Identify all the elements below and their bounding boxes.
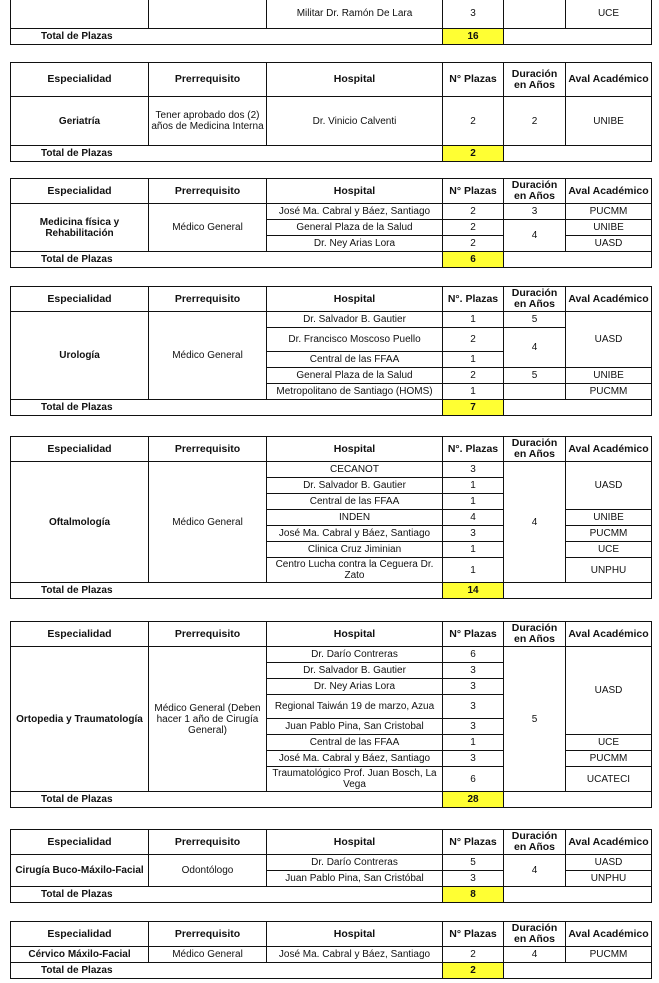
hospital-cell: Central de las FFAA [267,352,443,368]
table-oftalmologia [10,436,652,599]
plazas-cell: 2 [443,97,504,146]
header-duracion: Duración en Años [504,179,566,204]
especialidad-cell: Geriatría [11,97,149,146]
hospital-cell: Dr. Salvador B. Gautier [267,663,443,679]
aval-cell: UASD [566,855,652,871]
plazas-cell: 2 [443,220,504,236]
aval-cell: UNPHU [566,558,652,583]
duracion-cell: 4 [504,855,566,887]
aval-cell: UNPHU [566,871,652,887]
header-aval: Aval Académico [566,622,652,647]
hospital-cell: Dr. Ney Arias Lora [267,679,443,695]
hospital-cell: Dr. Salvador B. Gautier [267,478,443,494]
especialidad-cell: Ortopedia y Traumatología [11,647,149,792]
header-prerrequisito: Prerrequisito [149,622,267,647]
plazas-cell: 3 [443,0,504,28]
aval-cell: PUCMM [566,947,652,963]
header-plazas: N° Plazas [443,830,504,855]
header-hospital: Hospital [267,437,443,462]
duracion-cell: 4 [504,947,566,963]
hospital-cell: José Ma. Cabral y Báez, Santiago [267,204,443,220]
total-label: Total de Plazas [11,252,443,268]
hospital-cell: José Ma. Cabral y Báez, Santiago [267,751,443,767]
header-especialidad: Especialidad [11,437,149,462]
plazas-cell: 3 [443,719,504,735]
header-duracion: Duración en Años [504,437,566,462]
plazas-cell: 1 [443,558,504,583]
header-duracion: Duración en Años [504,287,566,312]
hospital-cell: General Plaza de la Salud [267,220,443,236]
total-label: Total de Plazas [11,887,443,903]
prerrequisito-cell: Médico General [149,947,267,963]
total-label: Total de Plazas [11,792,443,808]
total-label: Total de Plazas [11,146,443,162]
header-especialidad: Especialidad [11,287,149,312]
plazas-cell: 3 [443,751,504,767]
hospital-cell: Dr. Darío Contreras [267,855,443,871]
plazas-cell: 3 [443,526,504,542]
total-value: 2 [443,146,504,162]
total-value: 14 [443,583,504,599]
header-duracion: Duración en Años [504,63,566,97]
header-especialidad: Especialidad [11,179,149,204]
plazas-cell: 2 [443,947,504,963]
duracion-cell: 3 [504,204,566,220]
plazas-cell: 1 [443,352,504,368]
aval-cell: UNIBE [566,368,652,384]
hospital-cell: CECANOT [267,462,443,478]
cell-empty [504,887,652,903]
aval-cell: UASD [566,312,652,368]
hospital-cell: INDEN [267,510,443,526]
hospital-cell: Juan Pablo Pina, San Cristobal [267,719,443,735]
header-plazas: N° Plazas [443,622,504,647]
header-prerrequisito: Prerrequisito [149,179,267,204]
header-especialidad: Especialidad [11,63,149,97]
aval-cell: UNIBE [566,97,652,146]
total-value: 7 [443,400,504,416]
cell-empty [149,0,267,28]
table-top-fragment [10,0,652,45]
header-especialidad: Especialidad [11,922,149,947]
prerrequisito-cell: Odontólogo [149,855,267,887]
hospital-cell: Juan Pablo Pina, San Cristóbal [267,871,443,887]
plazas-cell: 3 [443,462,504,478]
plazas-cell: 1 [443,478,504,494]
header-duracion: Duración en Años [504,830,566,855]
total-label: Total de Plazas [11,963,443,979]
duracion-cell: 5 [504,312,566,328]
especialidad-cell: Cirugía Buco-Máxilo-Facial [11,855,149,887]
header-especialidad: Especialidad [11,830,149,855]
table-cervico-maxilo [10,921,652,979]
table-ortopedia [10,621,652,808]
hospital-cell: Dr. Francisco Moscoso Puello [267,328,443,352]
aval-cell: UCE [566,0,652,28]
plazas-cell: 4 [443,510,504,526]
header-plazas: N° Plazas [443,63,504,97]
prerrequisito-cell: Médico General [149,462,267,583]
duracion-cell: 5 [504,647,566,792]
plazas-cell: 6 [443,767,504,792]
hospital-cell: José Ma. Cabral y Báez, Santiago [267,947,443,963]
duracion-cell: 5 [504,368,566,384]
header-hospital: Hospital [267,830,443,855]
aval-cell: PUCMM [566,526,652,542]
header-duracion: Duración en Años [504,922,566,947]
aval-cell: PUCMM [566,204,652,220]
cell-empty [504,384,566,400]
especialidad-cell: Urología [11,312,149,400]
header-especialidad: Especialidad [11,622,149,647]
cell-empty [504,400,652,416]
especialidad-cell: Medicina física y Rehabilitación [11,204,149,252]
hospital-cell: Traumatológico Prof. Juan Bosch, La Vega [267,767,443,792]
duracion-cell: 4 [504,462,566,583]
aval-cell: UCE [566,735,652,751]
plazas-cell: 2 [443,236,504,252]
aval-cell: UNIBE [566,510,652,526]
header-aval: Aval Académico [566,922,652,947]
header-hospital: Hospital [267,622,443,647]
total-label: Total de Plazas [11,583,443,599]
table-urologia [10,286,652,416]
aval-cell: UCATECI [566,767,652,792]
plazas-cell: 3 [443,663,504,679]
total-value: 6 [443,252,504,268]
header-duracion: Duración en Años [504,622,566,647]
total-value: 2 [443,963,504,979]
table-buco-maxilo [10,829,652,903]
hospital-cell: Dr. Vinicio Calventi [267,97,443,146]
total-label: Total de Plazas [11,28,443,44]
header-prerrequisito: Prerrequisito [149,922,267,947]
total-value: 28 [443,792,504,808]
hospital-cell: Central de las FFAA [267,494,443,510]
header-plazas: N°. Plazas [443,437,504,462]
aval-cell: UASD [566,647,652,735]
plazas-cell: 2 [443,368,504,384]
cell-empty [504,0,566,28]
cell-empty [504,583,652,599]
aval-cell: UASD [566,236,652,252]
header-plazas: N° Plazas [443,179,504,204]
header-hospital: Hospital [267,179,443,204]
hospital-cell: Clinica Cruz Jiminian [267,542,443,558]
cell-empty [504,146,652,162]
header-plazas: N° Plazas [443,922,504,947]
hospital-cell: Dr. Salvador B. Gautier [267,312,443,328]
prerrequisito-cell: Médico General (Deben hacer 1 año de Cirugía General) [149,647,267,792]
plazas-cell: 1 [443,542,504,558]
hospital-cell: José Ma. Cabral y Báez, Santiago [267,526,443,542]
hospital-cell: Central de las FFAA [267,735,443,751]
header-prerrequisito: Prerrequisito [149,63,267,97]
hospital-cell: Centro Lucha contra la Ceguera Dr. Zato [267,558,443,583]
plazas-cell: 2 [443,204,504,220]
header-hospital: Hospital [267,287,443,312]
cell-empty [504,792,652,808]
prerrequisito-cell: Médico General [149,204,267,252]
total-value: 8 [443,887,504,903]
hospital-cell: Metropolitano de Santiago (HOMS) [267,384,443,400]
header-prerrequisito: Prerrequisito [149,830,267,855]
hospital-cell: Dr. Darío Contreras [267,647,443,663]
table-medicina-fisica [10,178,652,268]
header-aval: Aval Académico [566,179,652,204]
especialidad-cell: Oftalmología [11,462,149,583]
hospital-cell: General Plaza de la Salud [267,368,443,384]
table-geriatria [10,62,652,162]
header-prerrequisito: Prerrequisito [149,437,267,462]
plazas-cell: 1 [443,735,504,751]
header-plazas: N°. Plazas [443,287,504,312]
aval-cell: PUCMM [566,751,652,767]
duracion-cell: 2 [504,97,566,146]
hospital-cell: Dr. Ney Arias Lora [267,236,443,252]
total-label: Total de Plazas [11,400,443,416]
prerrequisito-cell: Tener aprobado dos (2) años de Medicina Interna [149,97,267,146]
plazas-cell: 6 [443,647,504,663]
header-aval: Aval Académico [566,437,652,462]
hospital-cell: Militar Dr. Ramón De Lara [267,0,443,28]
especialidad-cell: Cérvico Máxilo-Facial [11,947,149,963]
header-hospital: Hospital [267,63,443,97]
aval-cell: PUCMM [566,384,652,400]
aval-cell: UNIBE [566,220,652,236]
duracion-cell: 4 [504,220,566,252]
plazas-cell: 5 [443,855,504,871]
cell-empty [504,28,652,44]
cell-empty [11,0,149,28]
duracion-cell: 4 [504,328,566,368]
plazas-cell: 3 [443,679,504,695]
plazas-cell: 1 [443,384,504,400]
aval-cell: UASD [566,462,652,510]
aval-cell: UCE [566,542,652,558]
plazas-cell: 2 [443,328,504,352]
hospital-cell: Regional Taiwán 19 de marzo, Azua [267,695,443,719]
cell-empty [504,963,652,979]
cell-empty [504,252,652,268]
plazas-cell: 3 [443,871,504,887]
prerrequisito-cell: Médico General [149,312,267,400]
header-aval: Aval Académico [566,830,652,855]
header-prerrequisito: Prerrequisito [149,287,267,312]
header-aval: Aval Académico [566,287,652,312]
plazas-cell: 3 [443,695,504,719]
plazas-cell: 1 [443,494,504,510]
header-aval: Aval Académico [566,63,652,97]
total-value: 16 [443,28,504,44]
plazas-cell: 1 [443,312,504,328]
header-hospital: Hospital [267,922,443,947]
